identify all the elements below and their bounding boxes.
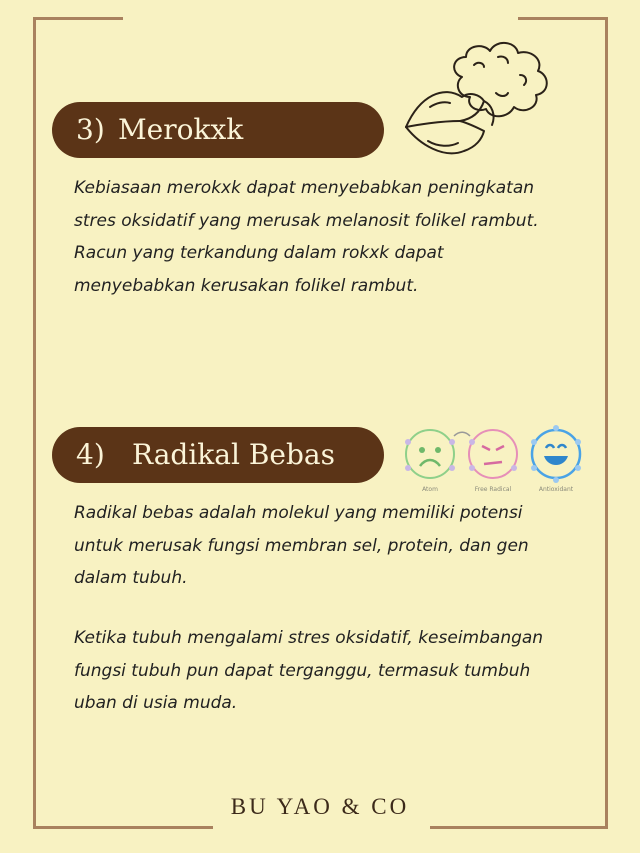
section-4-paragraph-1: Radikal bebas adalah molekul yang memiliki potensi untuk merusak fungsi membran sel, protein, dan gen dalam tubuh. [74,503,529,588]
frame-top-left [33,17,123,20]
antioxidant-face-icon [531,425,581,483]
section-3-title: Merokxk [118,113,244,146]
section-4-paragraph-2: Ketika tubuh mengalami stres oksidatif, keseimbangan fungsi tubuh pun dapat terganggu, termasuk tumbuh uban di usia muda. [74,628,544,713]
free-radical-caption: Free Radical [474,486,512,493]
section-4-number: 4) [76,438,105,471]
section-4-title: Radikal Bebas [132,438,335,471]
section-4-header [52,427,384,483]
free-radical-face-icon [454,430,517,478]
frame-top-right [518,17,608,20]
brand-footer: BU YAO & CO [230,794,410,819]
section-3-header [52,102,384,158]
atom-face-icon [405,430,455,478]
atom-caption: Atom [422,486,438,493]
frame-left [33,17,36,829]
antioxidant-caption: Antioxidant [538,486,574,493]
frame-bottom-left [33,826,213,829]
frame-right [605,17,608,829]
frame-bottom-right [430,826,608,829]
section-3-number: 3) [76,113,105,146]
section-3-paragraph: Kebiasaan merokxk dapat menyebabkan peningkatan stres oksidatif yang merusak melanosit folikel rambut. Racun yang terkandung dalam rokxk dapat menyebabkan kerusakan folikel rambut. [74,178,539,296]
smoking-lips-icon [400,35,560,165]
radical-faces-illustration [398,422,588,494]
